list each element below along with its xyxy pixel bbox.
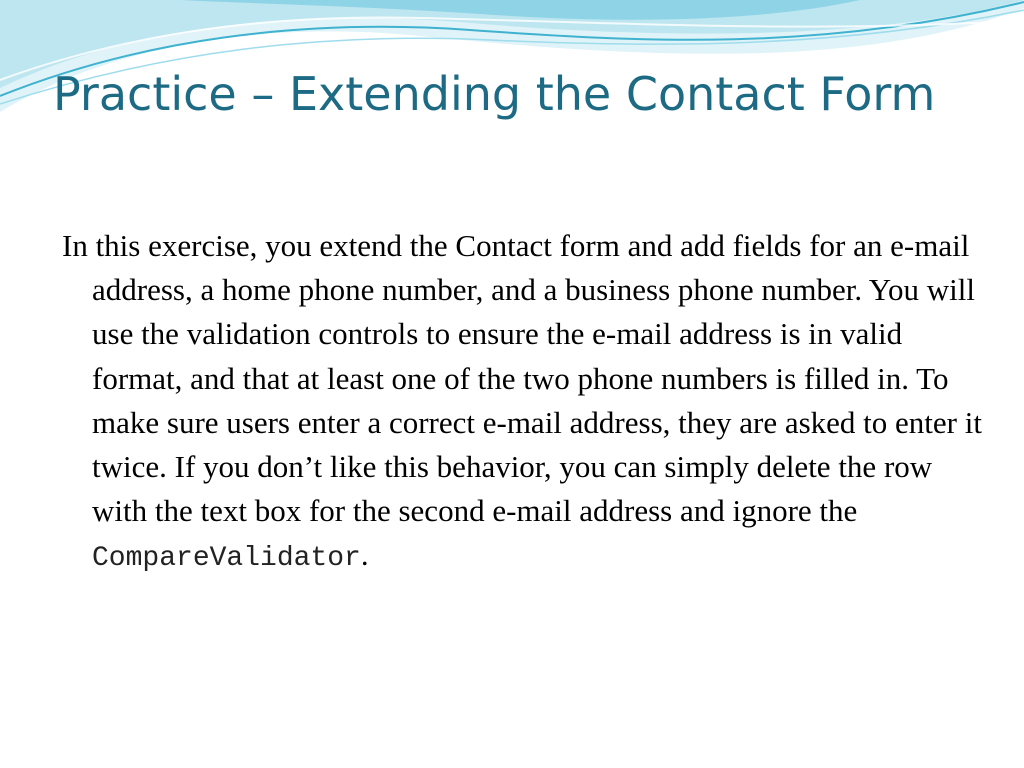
body-end: . [360,537,369,573]
body-text: In this exercise, you extend the Contact form and add fields for an e-mail address, a home phone number, and a business phone number. You will use the validation controls to ensure the e-mail address is in valid format, and that at least one of the two phone numbers is filled in. To make sure users enter a correct e-mail address, they are asked to enter it twice. If you don’t like this behavior, you can simply delete the row with the text box for the second e-mail address and ignore the [62,228,982,529]
code-term: CompareValidator [92,543,361,575]
slide-body [62,224,992,582]
slide-title: Practice – Extending the Contact Form [53,67,936,121]
